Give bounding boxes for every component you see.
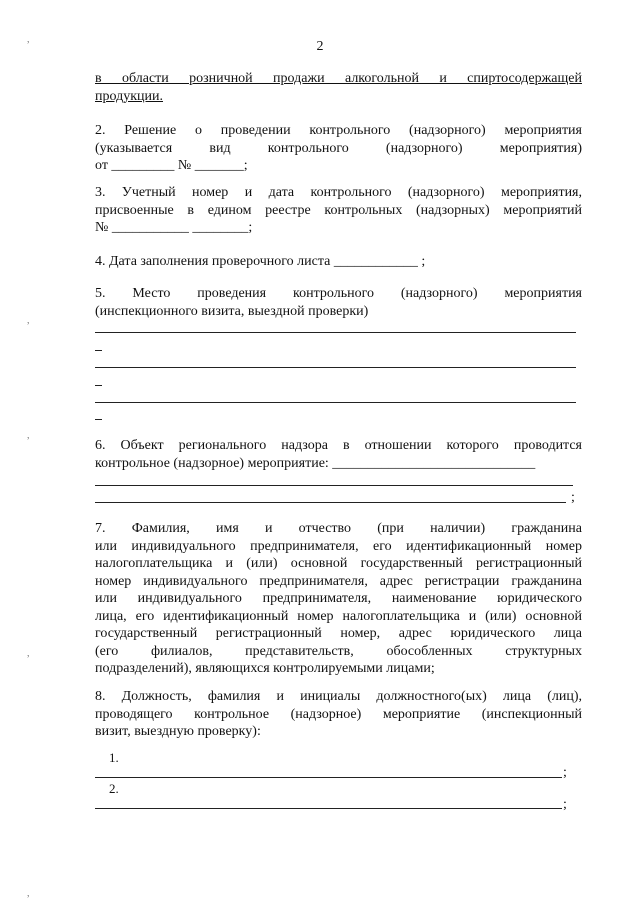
item-5-dash-1 [95,350,102,351]
item-5-line-1: 5. Место проведения контрольного (надзорного) мероприятия [95,286,582,301]
item-6-semicolon: ; [571,490,575,505]
item-6-object [95,437,582,472]
item-3-registry-number [95,184,582,237]
item-7-line-1: 7. Фамилия, имя и отчество (при наличии) гражданина [95,521,582,536]
item-6-line-2: контрольное (надзорное) мероприятие: _____________________________ [95,455,536,471]
item-2-decision [95,122,582,175]
margin-mark: , [27,648,30,659]
item-3-line-2: присвоенные в едином реестре контрольных (надзорных) мероприятий [95,202,582,218]
item-8-line-2: проводящего контрольное (надзорное) мероприятие (инспекционный [95,706,582,722]
item-5-location [95,285,582,320]
item-5-dash-2 [95,385,102,386]
item-7-line-5: или индивидуального предпринимателя, наименование юридического [95,591,582,606]
item-2-line-1: 2. Решение о проведении контрольного (надзорного) мероприятия [95,123,582,138]
margin-mark: , [27,888,30,899]
item-8-officials [95,688,582,741]
margin-mark: , [27,430,30,441]
item-6-line-1: 6. Объект регионального надзора в отношении которого проводится [95,438,582,453]
item-8-line-3: визит, выездную проверку): [95,724,261,739]
margin-mark: , [27,315,30,326]
item-5-blank-line-1 [95,332,576,333]
item-7-line-9: подразделений), являющихся контролируемыми лицами; [95,661,435,676]
official-entry-semicolon-2: ; [563,797,567,812]
item-5-dash-3 [95,419,102,420]
intro-paragraph [95,70,582,105]
official-entry-line-2 [95,808,562,809]
item-3-line-3: № ___________ ________; [95,220,253,235]
item-5-blank-line-3 [95,402,576,403]
item-5-blank-line-2 [95,367,576,368]
intro-line-1: в области розничной продажи алкогольной и спиртосодержащей [95,71,582,86]
item-8-line-1: 8. Должность, фамилия и инициалы должностного(ых) лица (лиц), [95,689,582,704]
page-number: 2 [316,39,324,54]
official-entry-number-2: 2. [109,781,119,796]
item-6-blank-line-1 [95,485,573,486]
item-7-controlled-person [95,520,582,678]
official-entry-semicolon-1: ; [563,765,567,780]
margin-mark: , [27,34,30,45]
item-3-line-1: 3. Учетный номер и дата контрольного (надзорного) мероприятия, [95,185,582,200]
item-7-line-4: номер индивидуального предпринимателя, адрес регистрации гражданина [95,573,582,589]
item-7-line-6: лица, его идентификационный номер налогоплательщика и (или) основной [95,608,582,624]
item-5-line-2: (инспекционного визита, выездной проверки) [95,303,369,319]
item-2-line-3: от _________ № _______; [95,158,248,173]
item-7-line-3: налогоплательщика и (или) основной государственный регистрационный [95,556,582,571]
intro-line-2: продукции. [95,88,163,104]
item-6-blank-line-2 [95,502,566,503]
item-4-text: 4. Дата заполнения проверочного листа ____________ ; [95,254,426,269]
item-7-line-7: государственный регистрационный номер, адрес юридического лица [95,626,582,641]
item-4-fill-date [95,253,582,271]
item-7-line-8: (его филиалов, представительств, обособленных структурных [95,643,582,659]
item-7-line-2: или индивидуального предпринимателя, его идентификационный номер [95,538,582,554]
item-2-line-2: (указывается вид контрольного (надзорного) мероприятия) [95,140,582,156]
official-entry-line-1 [95,777,562,778]
official-entry-number-1: 1. [109,750,119,765]
